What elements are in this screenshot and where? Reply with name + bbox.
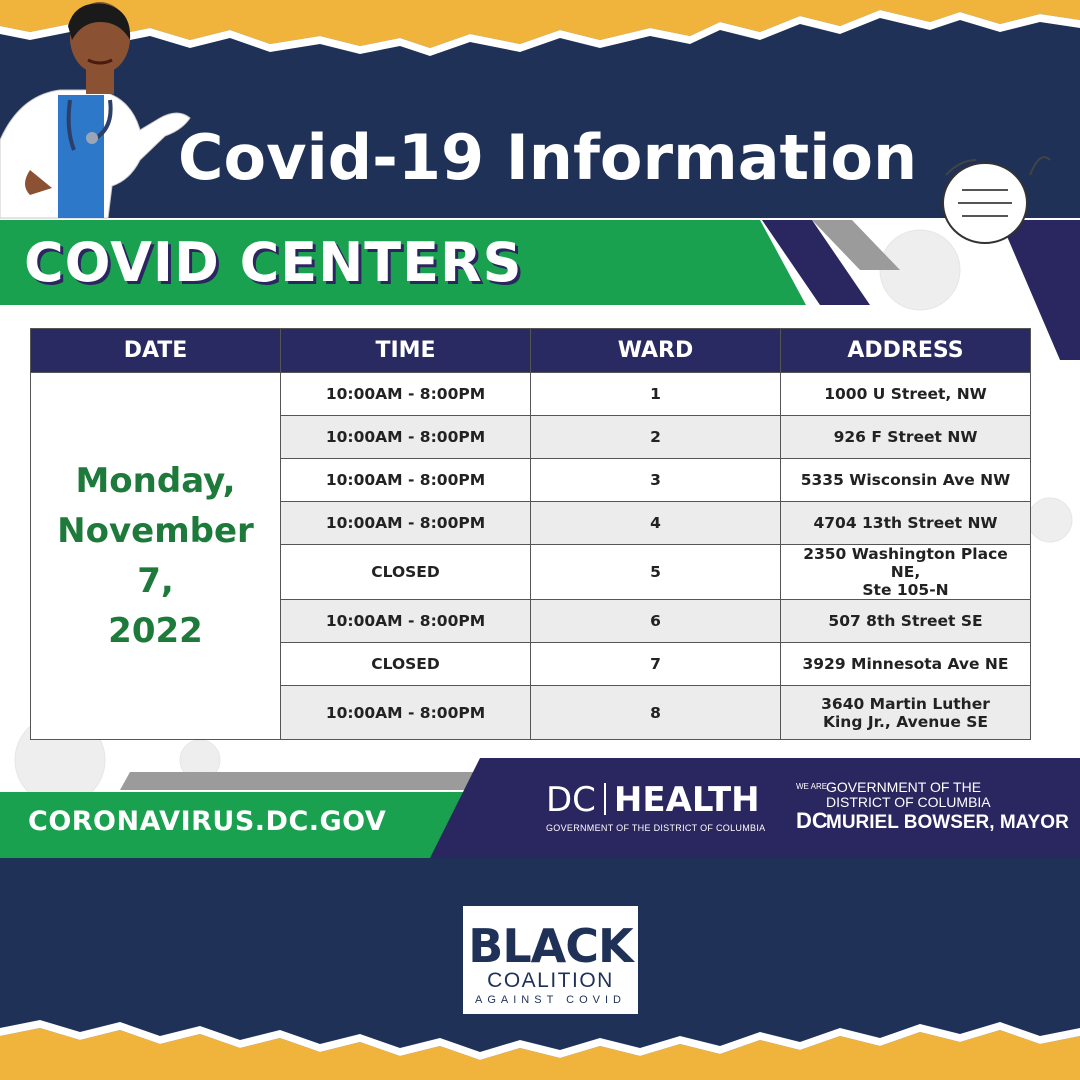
coronavirus-url-link[interactable]: CORONAVIRUS.DC.GOV xyxy=(28,806,387,837)
time-cell: CLOSED xyxy=(281,545,531,600)
address-cell: 5335 Wisconsin Ave NW xyxy=(781,459,1031,502)
black-coalition-logo xyxy=(463,906,638,1014)
dc-health-health: HEALTH xyxy=(613,780,760,820)
table-row xyxy=(31,373,1031,416)
time-cell: 10:00AM - 8:00PM xyxy=(281,459,531,502)
col-header-date: DATE xyxy=(31,329,281,373)
table-header-row xyxy=(31,329,1031,373)
col-header-address: ADDRESS xyxy=(781,329,1031,373)
address-cell: 926 F Street NW xyxy=(781,416,1031,459)
mayor-name: MURIEL BOWSER, MAYOR xyxy=(826,812,1069,833)
time-cell: 10:00AM - 8:00PM xyxy=(281,686,531,740)
ward-cell: 6 xyxy=(531,600,781,643)
logo-against-covid: AGAINST COVID xyxy=(475,994,626,1006)
ward-cell: 4 xyxy=(531,502,781,545)
col-header-ward: WARD xyxy=(531,329,781,373)
address-cell: 4704 13th Street NW xyxy=(781,502,1031,545)
address-line: King Jr., Avenue SE xyxy=(822,712,988,731)
date-line: November 7, xyxy=(57,511,254,601)
ward-cell: 2 xyxy=(531,416,781,459)
time-cell: 10:00AM - 8:00PM xyxy=(281,373,531,416)
time-cell: 10:00AM - 8:00PM xyxy=(281,600,531,643)
address-cell: 3929 Minnesota Ave NE xyxy=(781,643,1031,686)
address-cell: 1000 U Street, NW xyxy=(781,373,1031,416)
address-cell: 507 8th Street SE xyxy=(781,600,1031,643)
address-line: Ste 105-N xyxy=(862,581,949,599)
gov-line-1: GOVERNMENT OF THE xyxy=(826,779,982,795)
ward-cell: 5 xyxy=(531,545,781,600)
gov-line-2: DISTRICT OF COLUMBIA xyxy=(826,794,991,810)
time-cell: 10:00AM - 8:00PM xyxy=(281,502,531,545)
time-cell: CLOSED xyxy=(281,643,531,686)
date-line: Monday, xyxy=(75,461,236,501)
ward-cell: 3 xyxy=(531,459,781,502)
dc-health-logo xyxy=(546,780,765,833)
gov-dc-mark: DC xyxy=(796,808,828,833)
dc-health-dc: DC xyxy=(546,780,596,820)
headline: Covid-19 Information xyxy=(178,121,918,194)
ward-cell: 7 xyxy=(531,643,781,686)
covid-centers-title: COVID CENTERS xyxy=(24,231,523,294)
schedule-table xyxy=(30,328,1031,740)
address-line: 3640 Martin Luther xyxy=(821,694,990,713)
dc-health-subtitle: GOVERNMENT OF THE DISTRICT OF COLUMBIA xyxy=(546,823,766,833)
time-cell: 10:00AM - 8:00PM xyxy=(281,416,531,459)
date-cell xyxy=(31,373,281,740)
logo-black: BLACK xyxy=(468,919,633,973)
logo-coalition: COALITION xyxy=(487,969,614,992)
date-line: 2022 xyxy=(108,611,203,651)
ward-cell: 8 xyxy=(531,686,781,740)
address-cell xyxy=(781,686,1031,740)
address-cell xyxy=(781,545,1031,600)
ward-cell: 1 xyxy=(531,373,781,416)
address-line: 2350 Washington Place NE, xyxy=(803,545,1008,581)
we-are-label: WE ARE xyxy=(796,782,828,791)
col-header-time: TIME xyxy=(281,329,531,373)
